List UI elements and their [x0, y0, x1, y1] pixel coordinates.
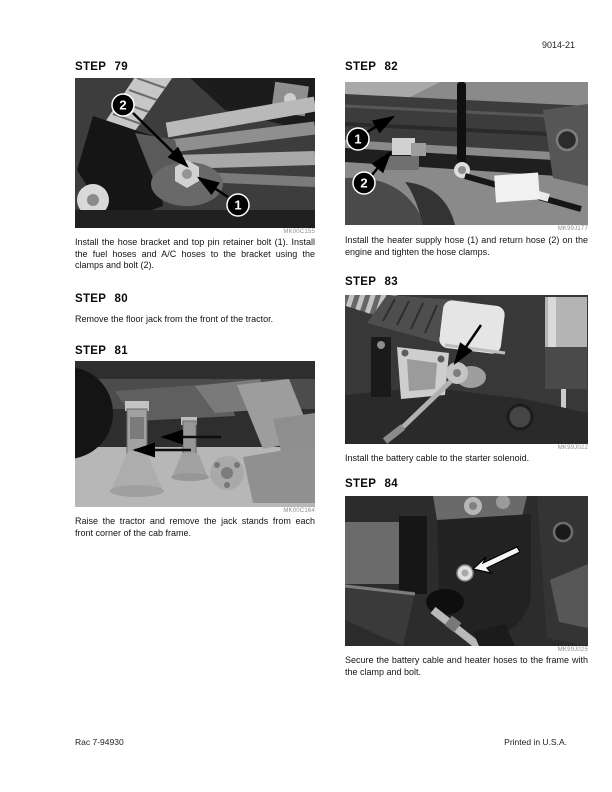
step-79-photo: [75, 78, 315, 228]
callout-badge-1: [227, 194, 249, 216]
footer-printed-in: Printed in U.S.A.: [504, 737, 567, 747]
step-79-photo-id: MK00C155: [283, 229, 315, 235]
step-81-heading: STEP 81: [75, 345, 128, 357]
step-84-photo-id: MK99J025: [557, 647, 588, 653]
step-81-photo-id: MK00C164: [283, 508, 315, 514]
step-82-photo: [345, 82, 588, 225]
svg-text:1: 1: [354, 131, 362, 147]
callout-badge-1: [347, 128, 369, 150]
step-84-heading: STEP 84: [345, 478, 398, 490]
step-83-photo-id: MK99J022: [557, 445, 588, 451]
step-80-text: Remove the floor jack from the front of the tractor.: [75, 314, 274, 324]
callout-badge-2: [112, 94, 134, 116]
step-82-photo-id: MK99J177: [557, 226, 588, 232]
step-83-heading: STEP 83: [345, 276, 398, 288]
step-79-caption: Install the hose bracket and top pin retainer bolt (1). Install the fuel hoses and A/C hoses to the bracket using the clamps and bolt (2).: [75, 237, 315, 271]
step-83-caption: Install the battery cable to the starter solenoid.: [345, 453, 530, 463]
step-84-photo: [345, 496, 588, 646]
page-number: 9014-21: [541, 40, 575, 50]
step-82-caption: Install the heater supply hose (1) and return hose (2) on the engine and tighten the hose clamps.: [345, 235, 588, 257]
svg-text:2: 2: [119, 97, 127, 113]
step-83-photo: [345, 295, 588, 444]
machinery-scene: [345, 295, 588, 444]
step-84-caption: Secure the battery cable and heater hoses to the frame with the clamp and bolt.: [345, 655, 588, 677]
step-79-heading: STEP 79: [75, 61, 128, 73]
callout-badge-2: [353, 172, 375, 194]
step-80-heading: STEP 80: [75, 293, 128, 305]
step-82-heading: STEP 82: [345, 61, 398, 73]
svg-text:1: 1: [234, 197, 242, 213]
step-81-photo: [75, 361, 315, 507]
footer-publication-number: Rac 7-94930: [75, 737, 124, 747]
svg-text:2: 2: [360, 175, 368, 191]
step-81-caption: Raise the tractor and remove the jack stands from each front corner of the cab frame.: [75, 516, 315, 538]
